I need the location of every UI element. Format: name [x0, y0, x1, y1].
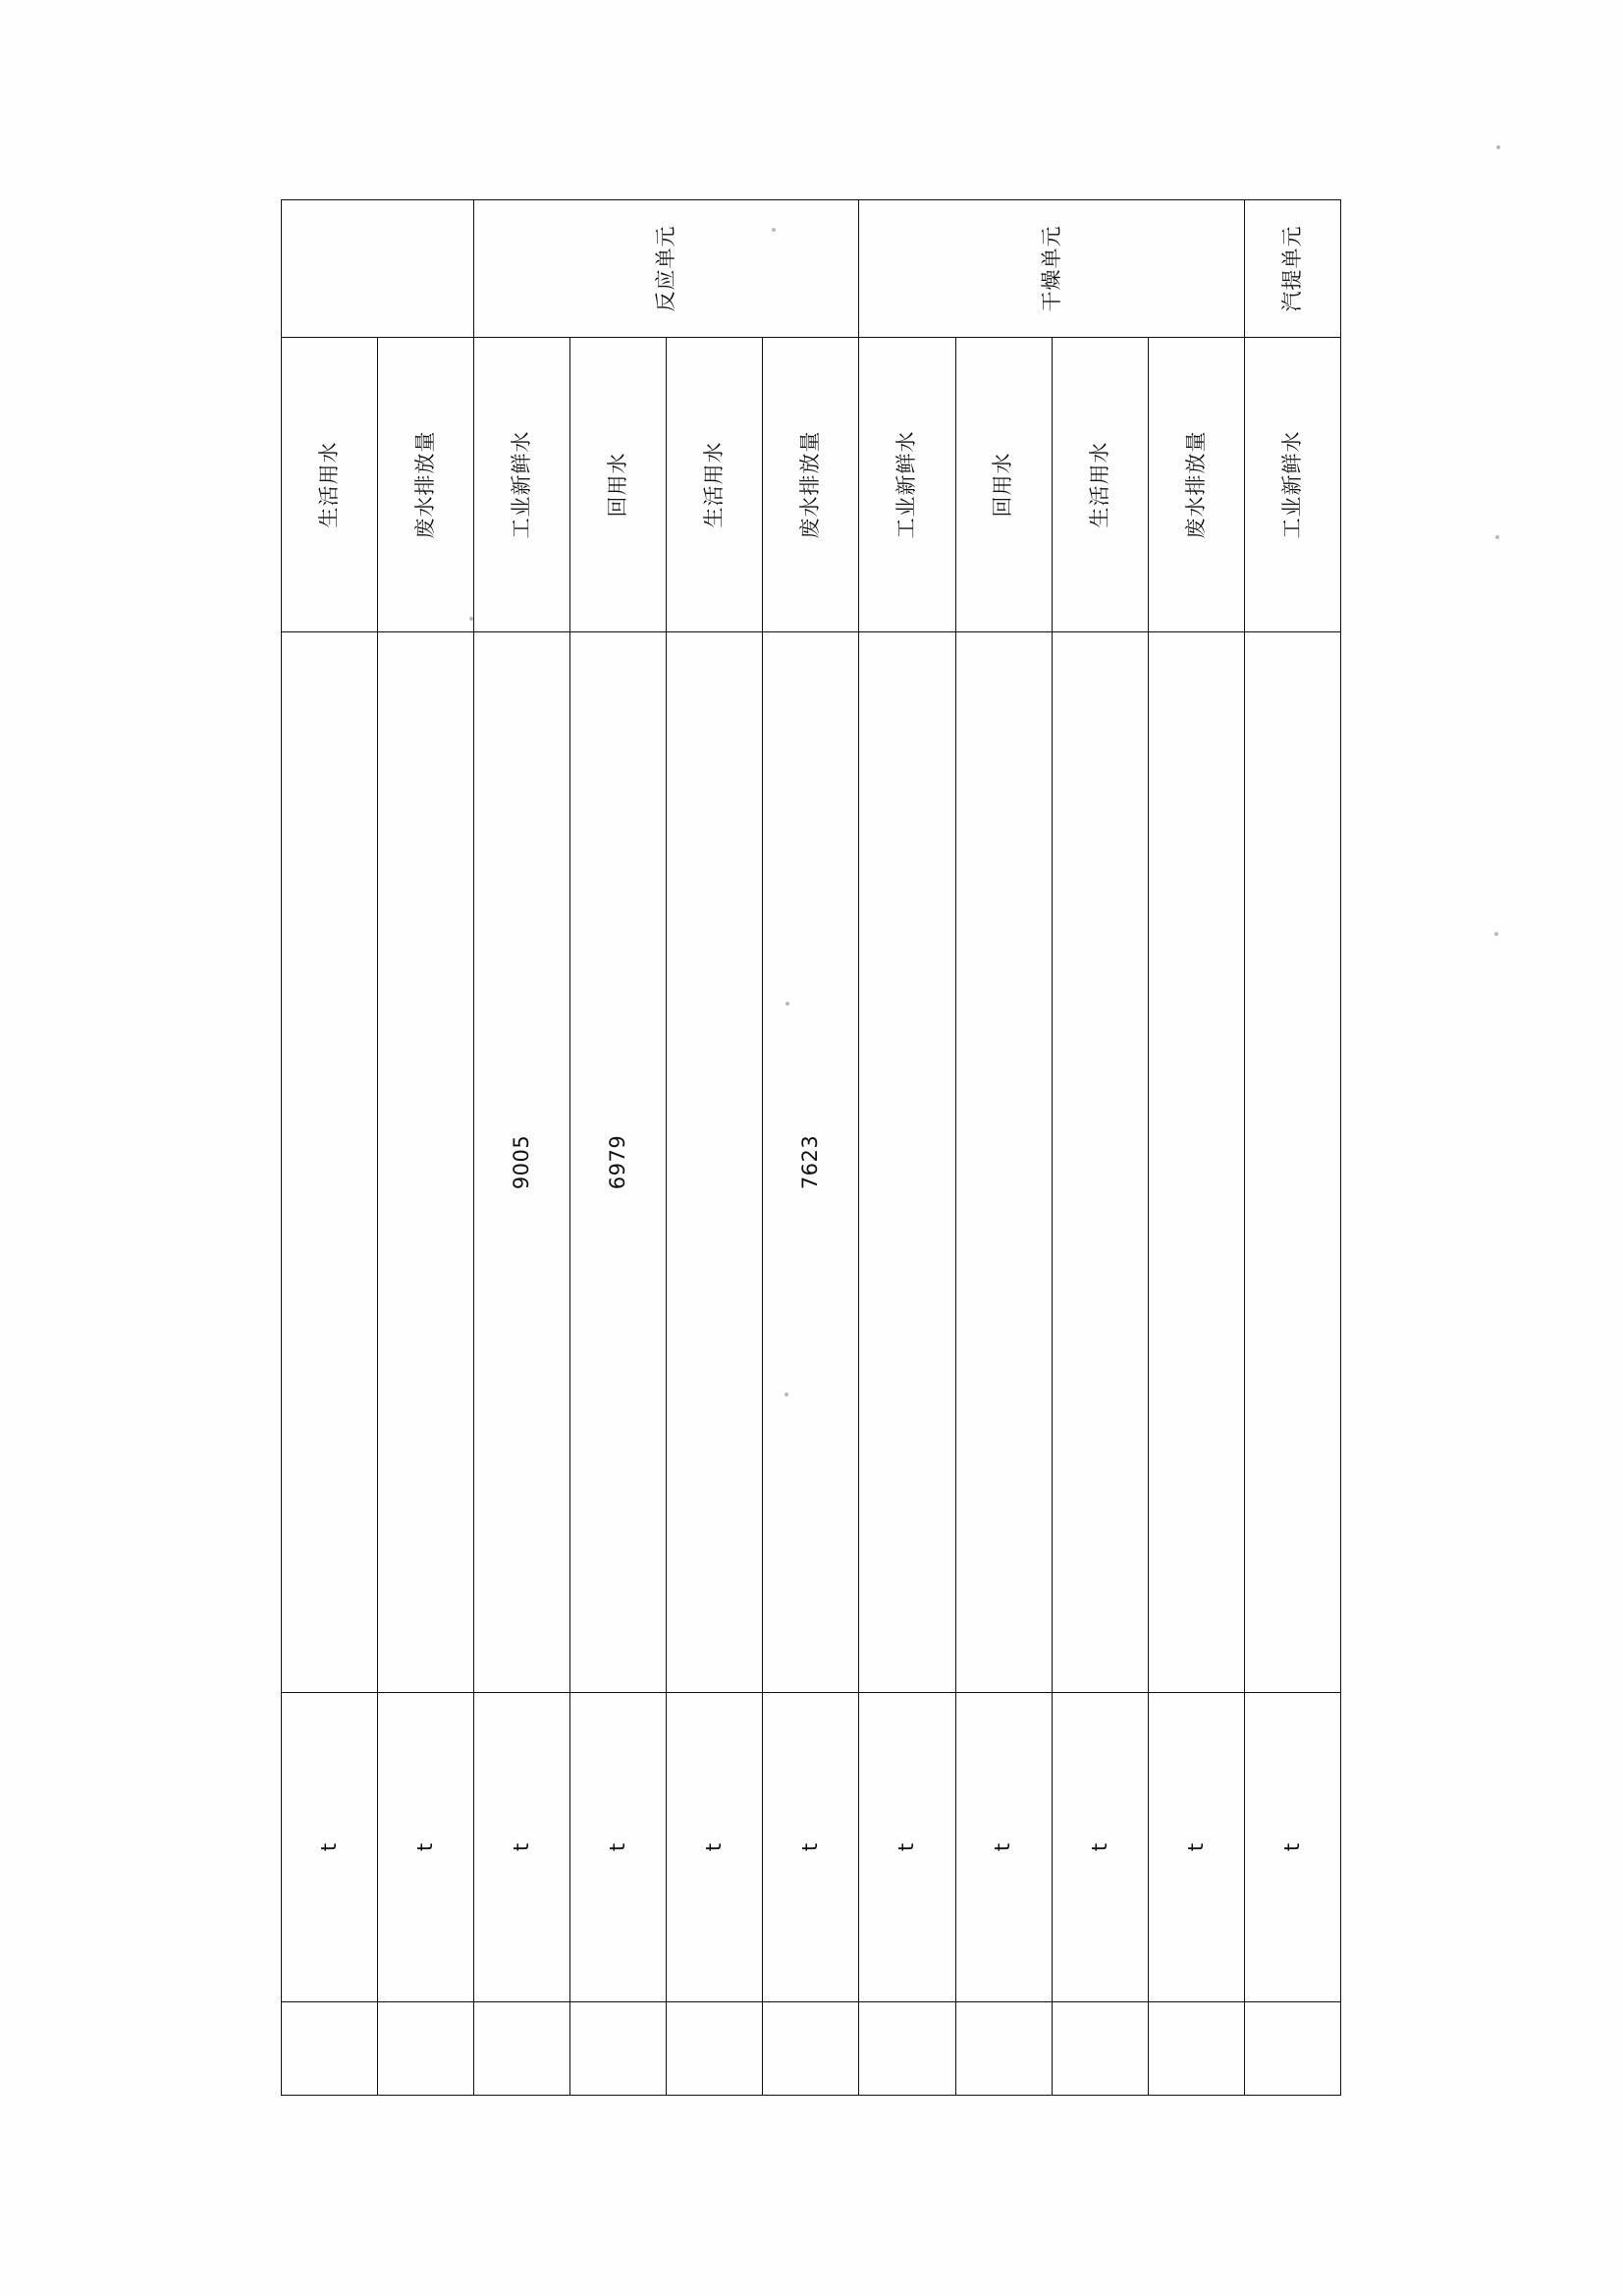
unit-cell: t	[474, 1693, 570, 2002]
item-cell: 生活用水	[1052, 338, 1148, 632]
quantity-cell	[378, 632, 474, 1693]
item-cell: 废水排放量	[763, 338, 859, 632]
remark-cell	[667, 2002, 763, 2096]
quantity-cell: 9005	[474, 632, 570, 1693]
group-cell	[282, 200, 474, 338]
item-cell: 生活用水	[282, 338, 378, 632]
item-cell: 废水排放量	[1148, 338, 1244, 632]
remark-cell	[763, 2002, 859, 2096]
remark-cell	[570, 2002, 667, 2096]
table-row	[1148, 200, 1244, 2096]
table-row	[282, 200, 378, 2096]
table-row	[474, 200, 570, 2096]
quantity-cell	[1244, 632, 1340, 1693]
table-row	[1052, 200, 1148, 2096]
scan-speck	[1494, 932, 1498, 936]
item-cell: 生活用水	[667, 338, 763, 632]
quantity-cell: 7623	[763, 632, 859, 1693]
item-cell: 回用水	[955, 338, 1052, 632]
table-row	[378, 200, 474, 2096]
unit-cell: t	[763, 1693, 859, 2002]
quantity-cell	[1148, 632, 1244, 1693]
remark-cell	[378, 2002, 474, 2096]
unit-cell: t	[667, 1693, 763, 2002]
unit-cell: t	[955, 1693, 1052, 2002]
quantity-cell	[859, 632, 955, 1693]
item-cell: 工业新鲜水	[1244, 338, 1340, 632]
rotated-table-wrapper	[281, 200, 1341, 2096]
unit-cell: t	[378, 1693, 474, 2002]
water-usage-table	[281, 199, 1341, 2096]
quantity-cell	[667, 632, 763, 1693]
unit-cell: t	[859, 1693, 955, 2002]
item-cell: 废水排放量	[378, 338, 474, 632]
quantity-cell	[282, 632, 378, 1693]
remark-cell	[955, 2002, 1052, 2096]
remark-cell	[474, 2002, 570, 2096]
table-row	[859, 200, 955, 2096]
table-row	[1244, 200, 1340, 2096]
table-row	[763, 200, 859, 2096]
quantity-cell: 6979	[570, 632, 667, 1693]
scan-speck	[1495, 535, 1499, 539]
table-row	[955, 200, 1052, 2096]
remark-cell	[1148, 2002, 1244, 2096]
scan-speck	[1496, 145, 1500, 149]
remark-cell	[282, 2002, 378, 2096]
quantity-cell	[955, 632, 1052, 1693]
item-cell: 工业新鲜水	[859, 338, 955, 632]
item-cell: 工业新鲜水	[474, 338, 570, 632]
group-cell-stripping-unit: 汽提单元	[1244, 200, 1340, 338]
group-cell-reaction-unit: 反应单元	[474, 200, 859, 338]
unit-cell: t	[1052, 1693, 1148, 2002]
remark-cell	[1244, 2002, 1340, 2096]
item-cell: 回用水	[570, 338, 667, 632]
unit-cell: t	[570, 1693, 667, 2002]
unit-cell: t	[1148, 1693, 1244, 2002]
remark-cell	[1052, 2002, 1148, 2096]
group-cell-drying-unit: 干燥单元	[859, 200, 1244, 338]
quantity-cell	[1052, 632, 1148, 1693]
table-row	[570, 200, 667, 2096]
unit-cell: t	[282, 1693, 378, 2002]
unit-cell: t	[1244, 1693, 1340, 2002]
table-row	[667, 200, 763, 2096]
remark-cell	[859, 2002, 955, 2096]
